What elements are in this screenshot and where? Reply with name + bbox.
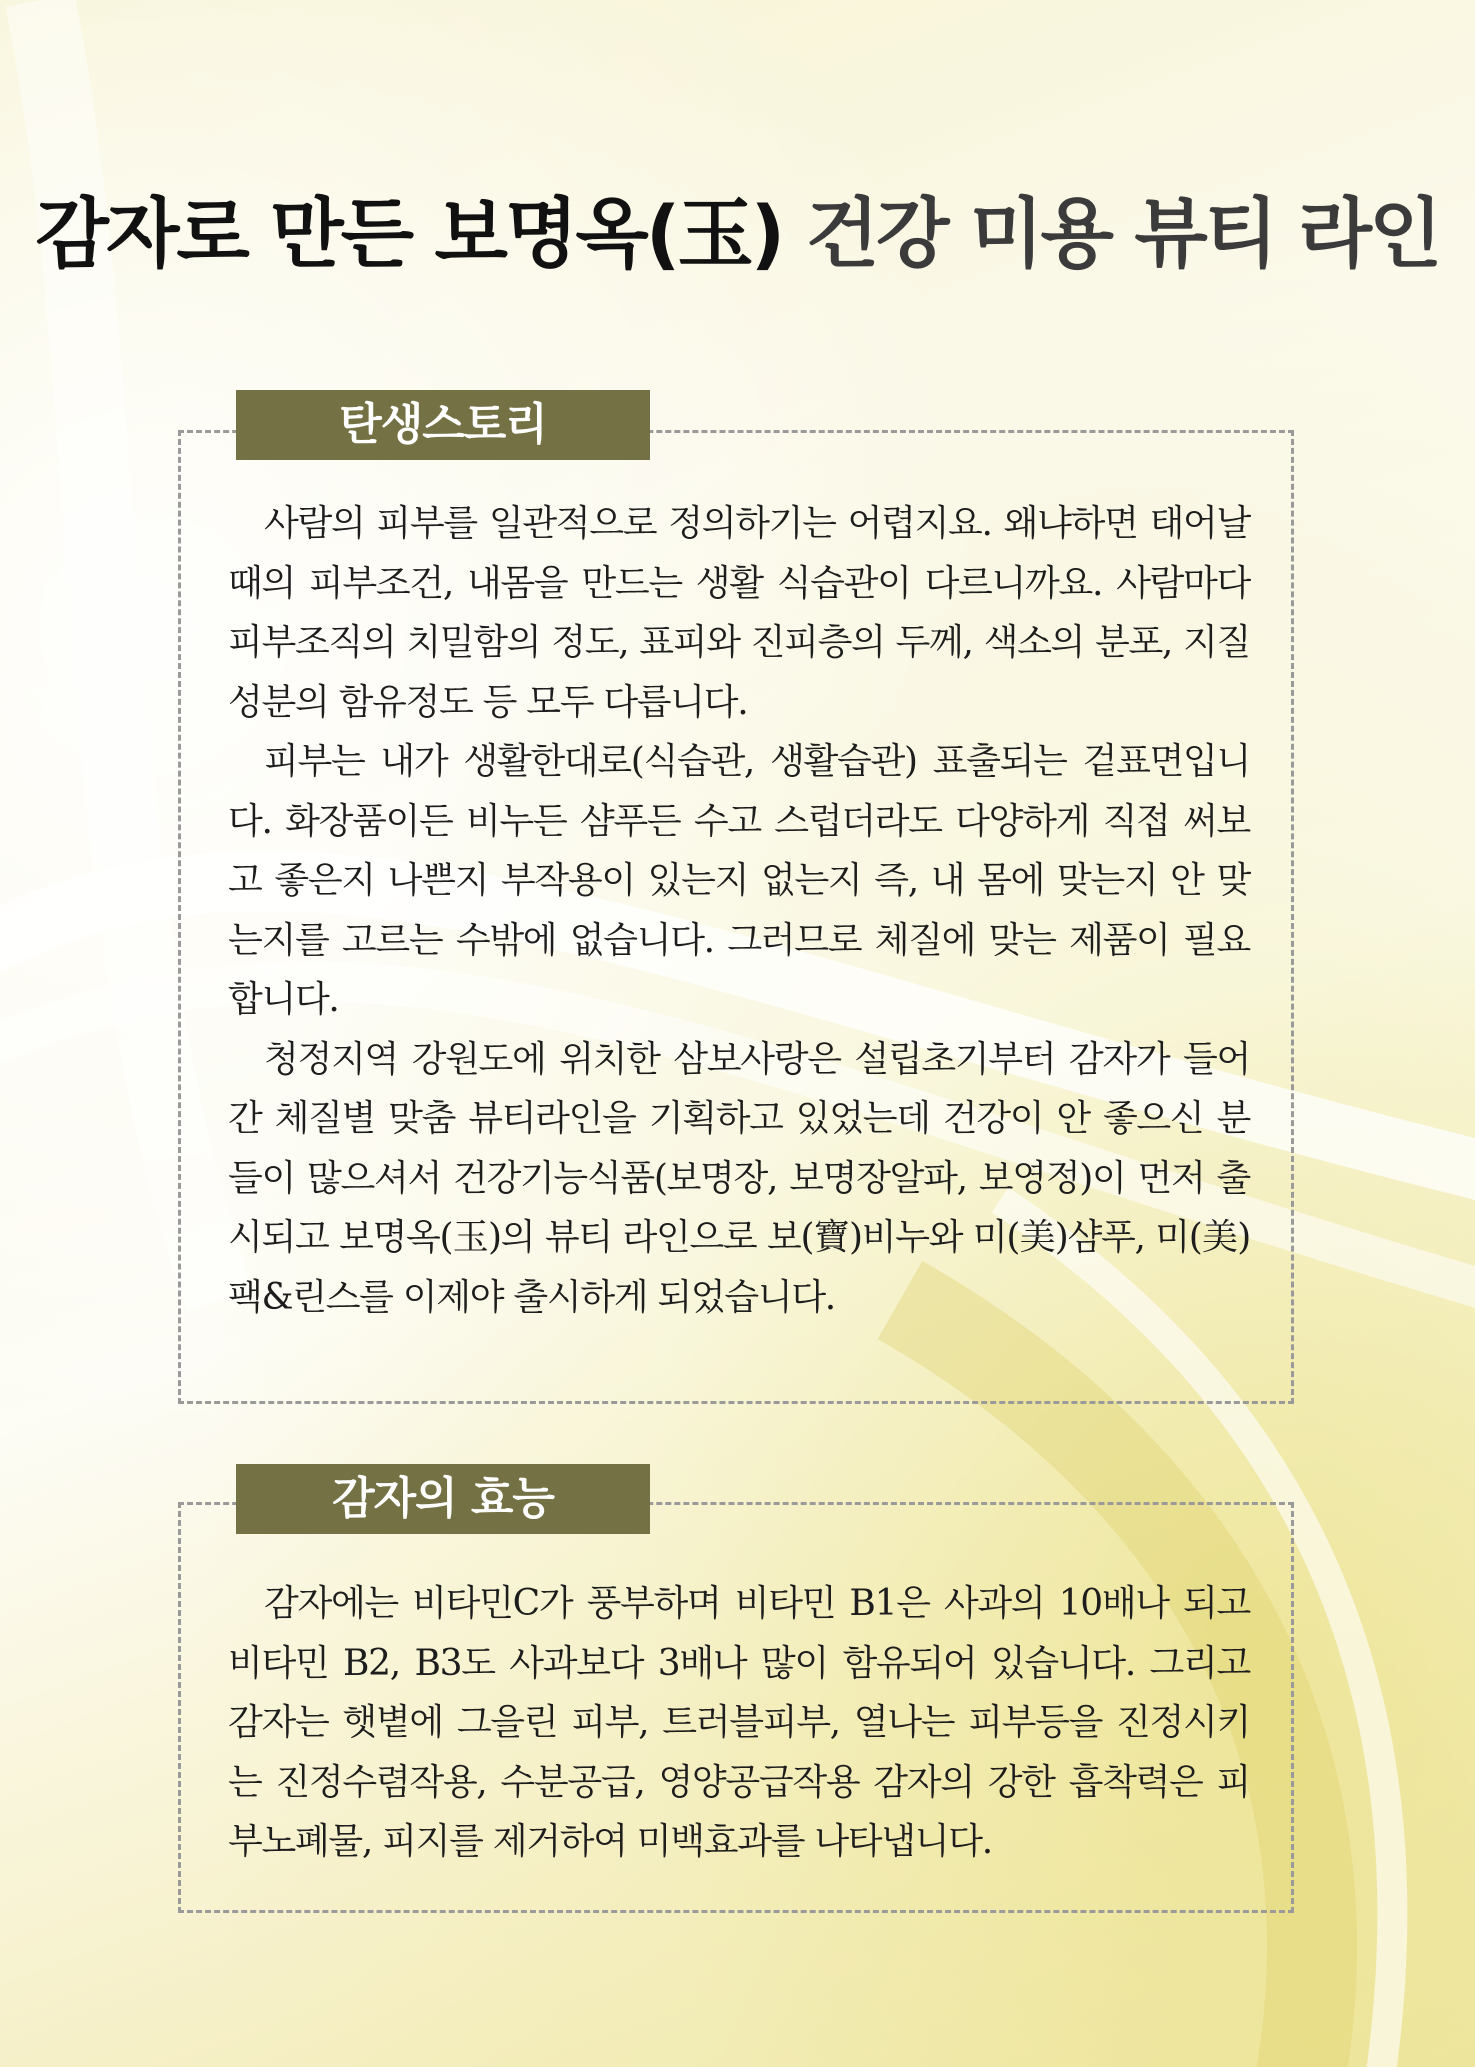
story-body [228, 494, 1250, 1327]
title-part2: 건강 미용 뷰티 라인 [805, 189, 1440, 278]
title-part1: 감자로 만든 보명옥(玉) [35, 189, 806, 278]
story-paragraph-2: 피부는 내가 생활한대로(식습관, 생활습관) 표출되는 겉표면입니다. 화장품이든 비누든 샴푸든 수고 스럽더라도 다양하게 직접 써보고 좋은지 나쁜지 부작용이 있는지 없는지 즉, 내 몸에 맞는지 안 맞는지를 고르는 수밖에 없습니다. 그러므로 체질에 맞는 제품이 필요합니다. [228, 741, 1250, 1020]
efficacy-paragraph-1: 감자에는 비타민C가 풍부하며 비타민 B1은 사과의 10배나 되고 비타민 B2, B3도 사과보다 3배나 많이 함유되어 있습니다. 그리고 감자는 햇볕에 그을린 피부, 트러블피부, 열나는 피부등을 진정시키는 진정수렴작용, 수분공급, 영양공급작용 감자의 강한 흡착력은 피부노폐물, 피지를 제거하여 미백효과를 나타냅니다. [228, 1583, 1250, 1862]
page-title [0, 189, 1475, 278]
efficacy-heading: 감자의 효능 [236, 1464, 650, 1534]
story-heading: 탄생스토리 [236, 390, 650, 460]
story-paragraph-1: 사람의 피부를 일관적으로 정의하기는 어렵지요. 왜냐하면 태어날 때의 피부조건, 내몸을 만드는 생활 식습관이 다르니까요. 사람마다 피부조직의 치밀함의 정도, 표피와 진피층의 두께, 색소의 분포, 지질성분의 함유정도 등 모두 다릅니다. [228, 503, 1250, 723]
story-paragraph-3: 청정지역 강원도에 위치한 삼보사랑은 설립초기부터 감자가 들어간 체질별 맞춤 뷰티라인을 기획하고 있었는데 건강이 안 좋으신 분들이 많으셔서 건강기능식품(보명장, 보명장알파, 보영정)이 먼저 출시되고 보명옥(玉)의 뷰티 라인으로 보(寶)비누와 미(美)샴푸, 미(美)팩&린스를 이제야 출시하게 되었습니다. [228, 1038, 1250, 1318]
efficacy-body [228, 1574, 1250, 1872]
